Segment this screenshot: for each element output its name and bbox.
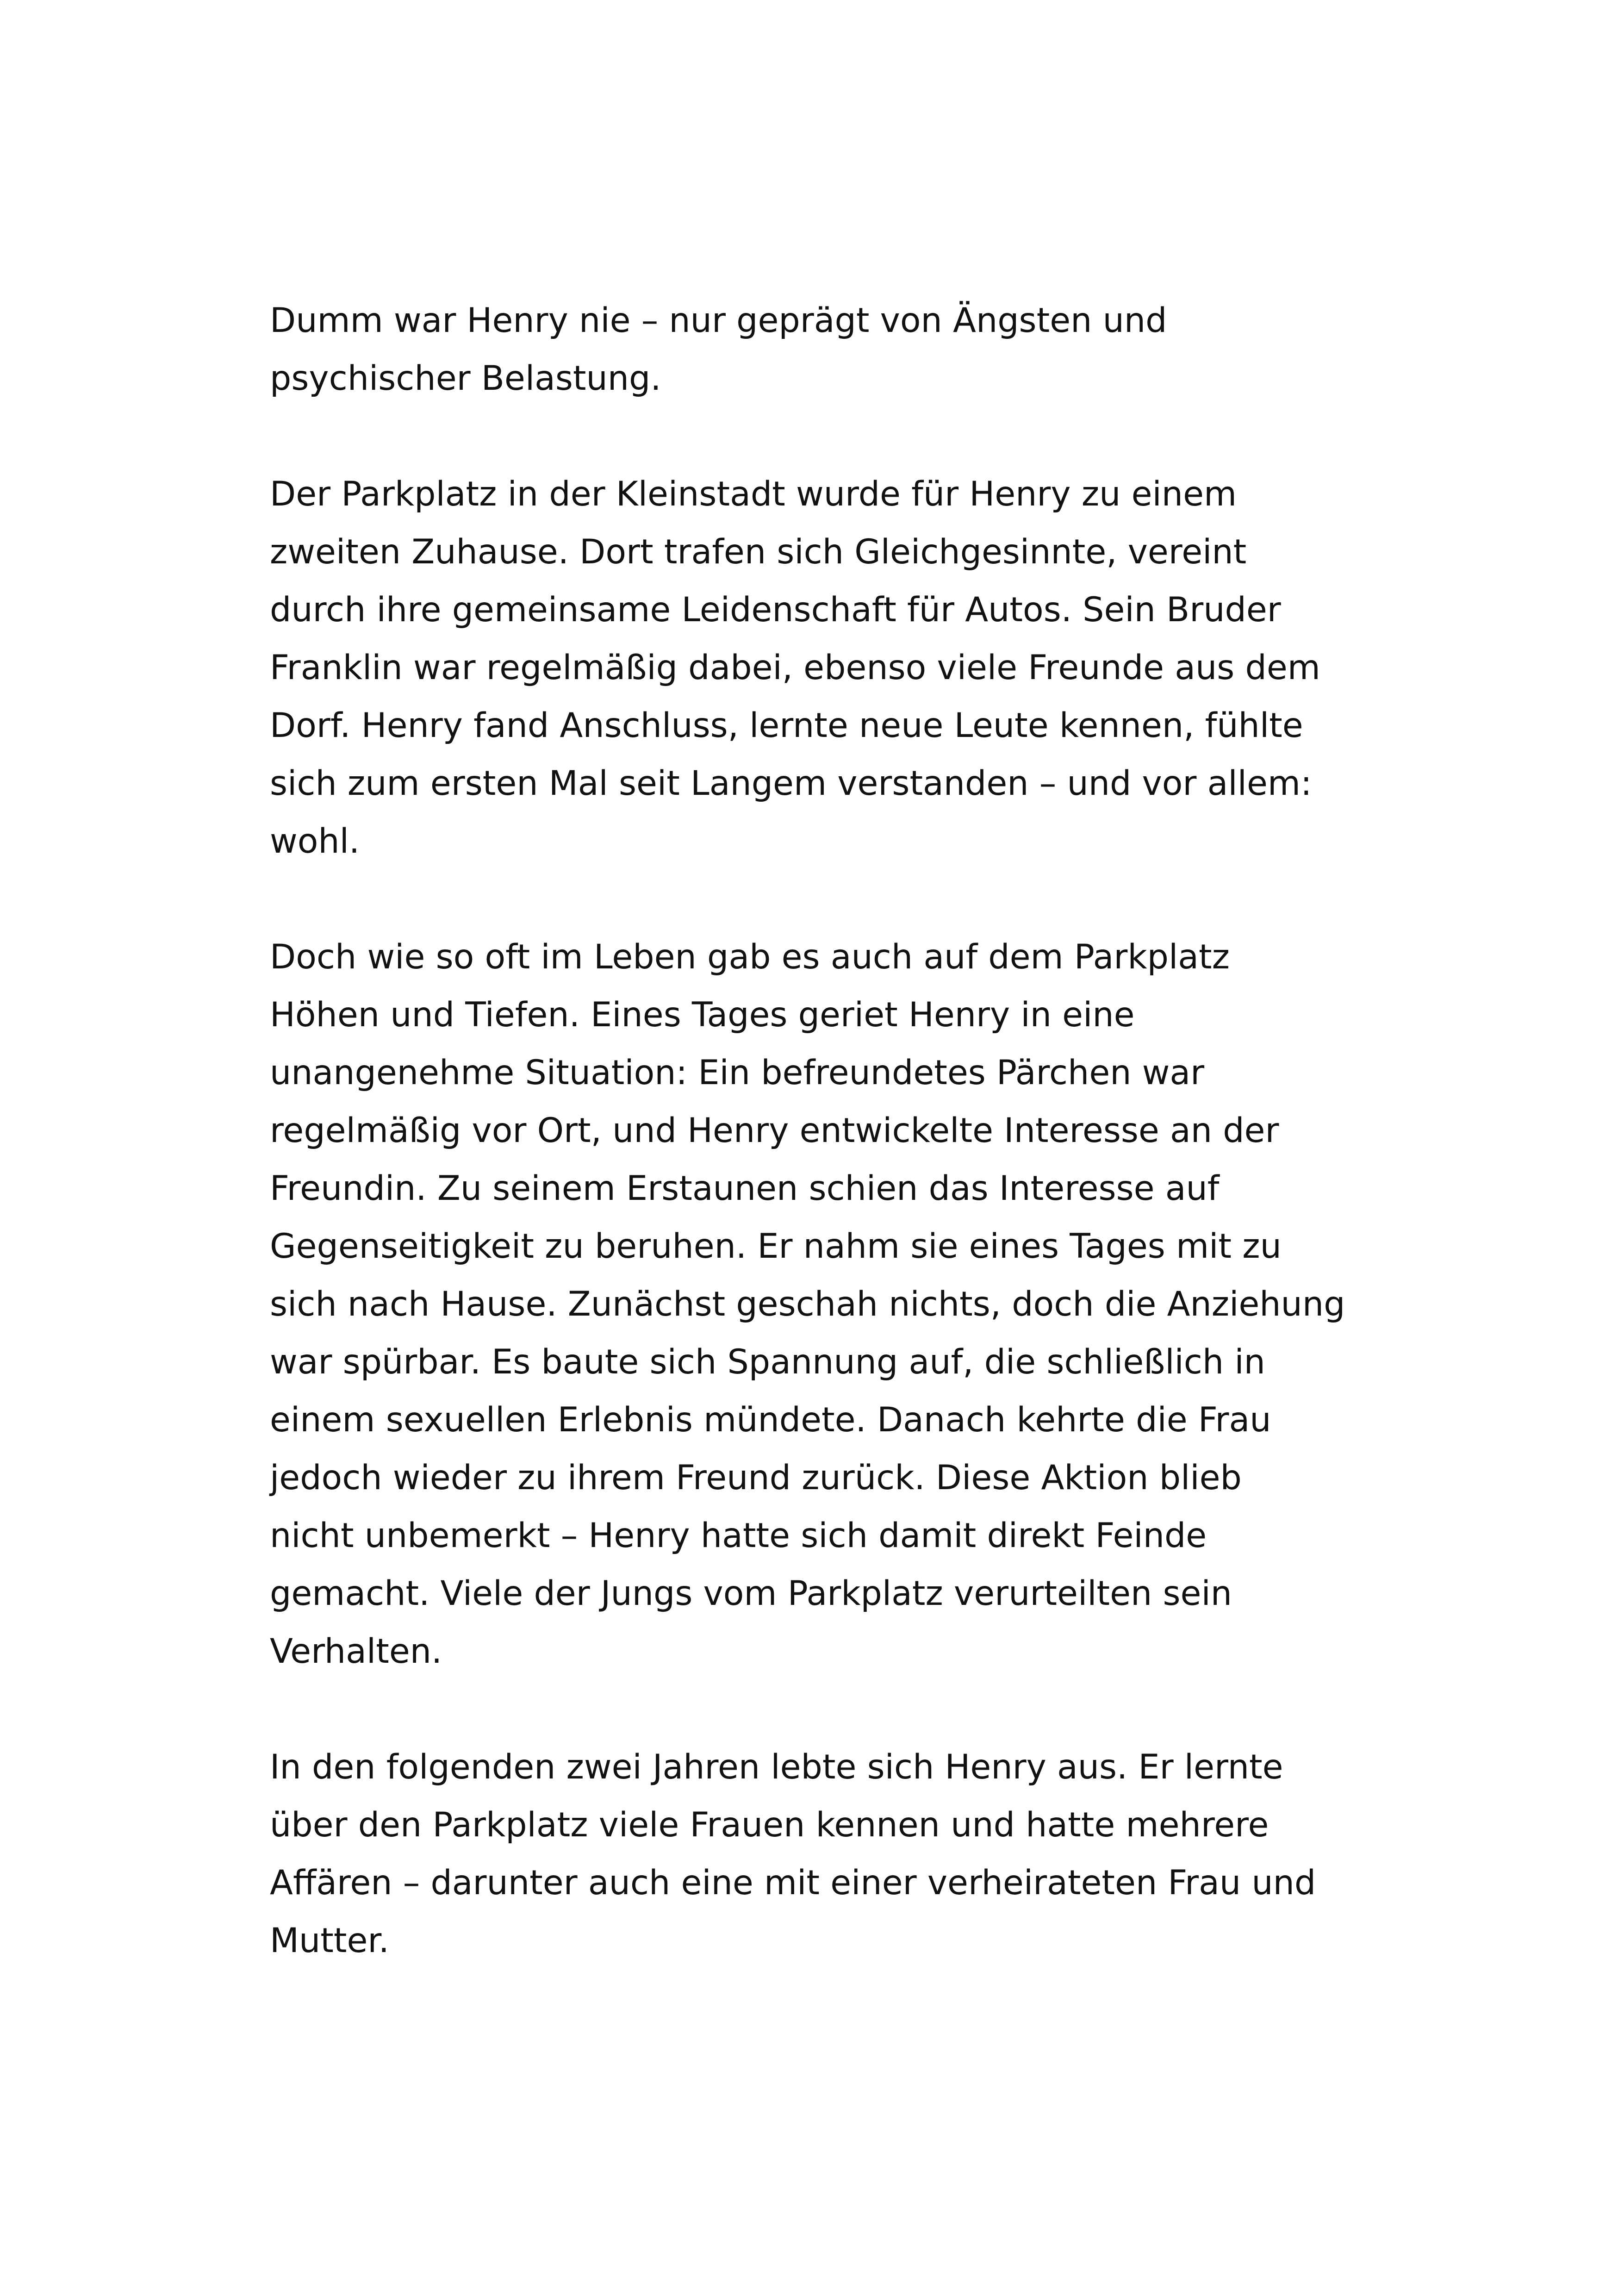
document-body (270, 292, 1390, 2028)
text-line: jedoch wieder zu ihrem Freund zurück. Diese Aktion blieb (270, 1458, 1242, 1497)
text-line: sich zum ersten Mal seit Langem verstanden – und vor allem: (270, 764, 1312, 803)
paragraph-3 (270, 928, 1390, 1680)
paragraph-4 (270, 1738, 1390, 1970)
text-line: Franklin war regelmäßig dabei, ebenso viele Freunde aus dem (270, 648, 1320, 687)
text-line: zweiten Zuhause. Dort trafen sich Gleichgesinnte, vereint (270, 532, 1247, 572)
text-line: wohl. (270, 822, 360, 861)
text-line: sich nach Hause. Zunächst geschah nichts, doch die Anziehung (270, 1285, 1345, 1324)
text-line: durch ihre gemeinsame Leidenschaft für Autos. Sein Bruder (270, 590, 1281, 630)
text-line: regelmäßig vor Ort, und Henry entwickelte Interesse an der (270, 1111, 1279, 1150)
paragraph-1 (270, 292, 1390, 407)
text-line: Dorf. Henry fand Anschluss, lernte neue Leute kennen, fühlte (270, 706, 1303, 745)
text-line: Dumm war Henry nie – nur geprägt von Ängsten und (270, 301, 1167, 340)
text-line: nicht unbemerkt – Henry hatte sich damit direkt Feinde (270, 1516, 1207, 1555)
text-line: gemacht. Viele der Jungs vom Parkplatz verurteilten sein (270, 1574, 1232, 1613)
text-line: unangenehme Situation: Ein befreundetes Pärchen war (270, 1053, 1205, 1092)
text-line: Affären – darunter auch eine mit einer verheirateten Frau und (270, 1863, 1316, 1903)
text-line: Höhen und Tiefen. Eines Tages geriet Henry in eine (270, 995, 1135, 1035)
text-line: psychischer Belastung. (270, 359, 661, 398)
text-line: Freundin. Zu seinem Erstaunen schien das Interesse auf (270, 1169, 1220, 1208)
text-line: einem sexuellen Erlebnis mündete. Danach kehrte die Frau (270, 1400, 1271, 1440)
text-line: war spürbar. Es baute sich Spannung auf, die schließlich in (270, 1342, 1265, 1382)
text-line: In den folgenden zwei Jahren lebte sich Henry aus. Er lernte (270, 1747, 1283, 1787)
text-line: Verhalten. (270, 1632, 442, 1671)
text-line: Der Parkplatz in der Kleinstadt wurde für Henry zu einem (270, 474, 1237, 514)
text-line: Doch wie so oft im Leben gab es auch auf dem Parkplatz (270, 937, 1230, 977)
paragraph-2 (270, 465, 1390, 870)
text-line: Gegenseitigkeit zu beruhen. Er nahm sie eines Tages mit zu (270, 1227, 1282, 1266)
text-line: Mutter. (270, 1921, 389, 1960)
text-line: über den Parkplatz viele Frauen kennen und hatte mehrere (270, 1805, 1269, 1845)
